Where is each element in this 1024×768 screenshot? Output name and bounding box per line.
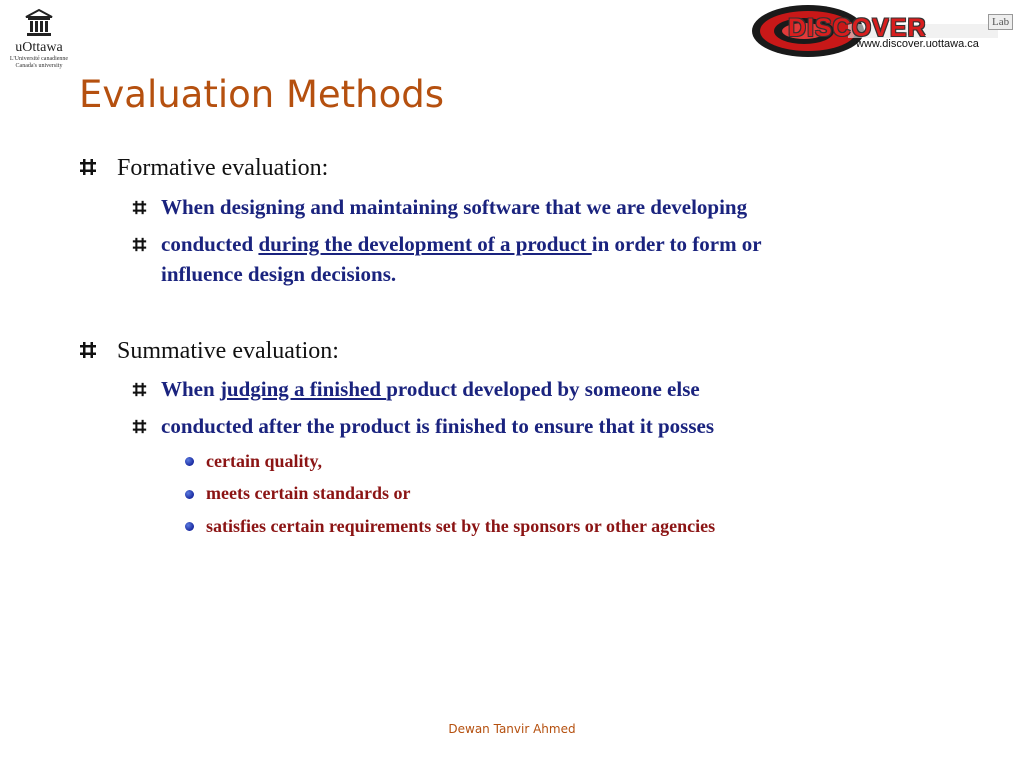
uottawa-logo: [6, 8, 72, 70]
discover-lab-tag: Lab: [988, 14, 1013, 30]
university-building-icon: [24, 8, 54, 38]
summative-heading: Summative evaluation:: [117, 338, 339, 364]
summative-bullet-1-post: product developed by someone else: [386, 377, 700, 401]
discover-wordmark: DISCOVER: [788, 14, 927, 42]
round-bullet-icon: [185, 457, 194, 466]
discover-url: www.discover.uottawa.ca: [856, 38, 979, 50]
summative-sub-2: meets certain standards or: [206, 483, 411, 503]
formative-bullet-2-post: in order to form or: [591, 232, 762, 256]
slide-title: Evaluation Methods: [79, 73, 445, 116]
summative-bullet-1-emphasis: judging a finished: [219, 377, 387, 401]
uottawa-name: uOttawa: [15, 40, 63, 55]
round-bullet-icon: [185, 490, 194, 499]
summative-sub-3: satisfies certain requirements set by the sponsors or other agencies: [206, 516, 716, 536]
square-bullet-icon: [132, 237, 147, 252]
summative-bullet-2: conducted after the product is finished to ensure that it posses: [161, 414, 715, 438]
square-bullet-icon: [132, 200, 147, 215]
summative-bullet-1-pre: When: [161, 377, 220, 401]
formative-bullet-1: When designing and maintaining software that we are developing: [161, 195, 748, 219]
round-bullet-icon: [185, 522, 194, 531]
formative-heading: Formative evaluation:: [117, 155, 329, 181]
uottawa-sub-fr: L'Université canadienne: [9, 56, 69, 62]
formative-bullet-2: [161, 229, 762, 259]
square-bullet-icon: [79, 158, 97, 176]
formative-bullet-2-line2: influence design decisions.: [161, 262, 397, 286]
uottawa-sub-en: Canada's university: [15, 63, 63, 69]
formative-bullet-2-emphasis: during the development of a product: [258, 232, 592, 256]
footer-author: Dewan Tanvir Ahmed: [448, 722, 576, 736]
discover-lab-logo: [748, 2, 1020, 60]
summative-sub-1: certain quality,: [206, 451, 322, 471]
square-bullet-icon: [132, 419, 147, 434]
square-bullet-icon: [79, 341, 97, 359]
square-bullet-icon: [132, 382, 147, 397]
formative-bullet-2-pre: conducted: [161, 232, 259, 256]
summative-bullet-1: [161, 374, 700, 404]
